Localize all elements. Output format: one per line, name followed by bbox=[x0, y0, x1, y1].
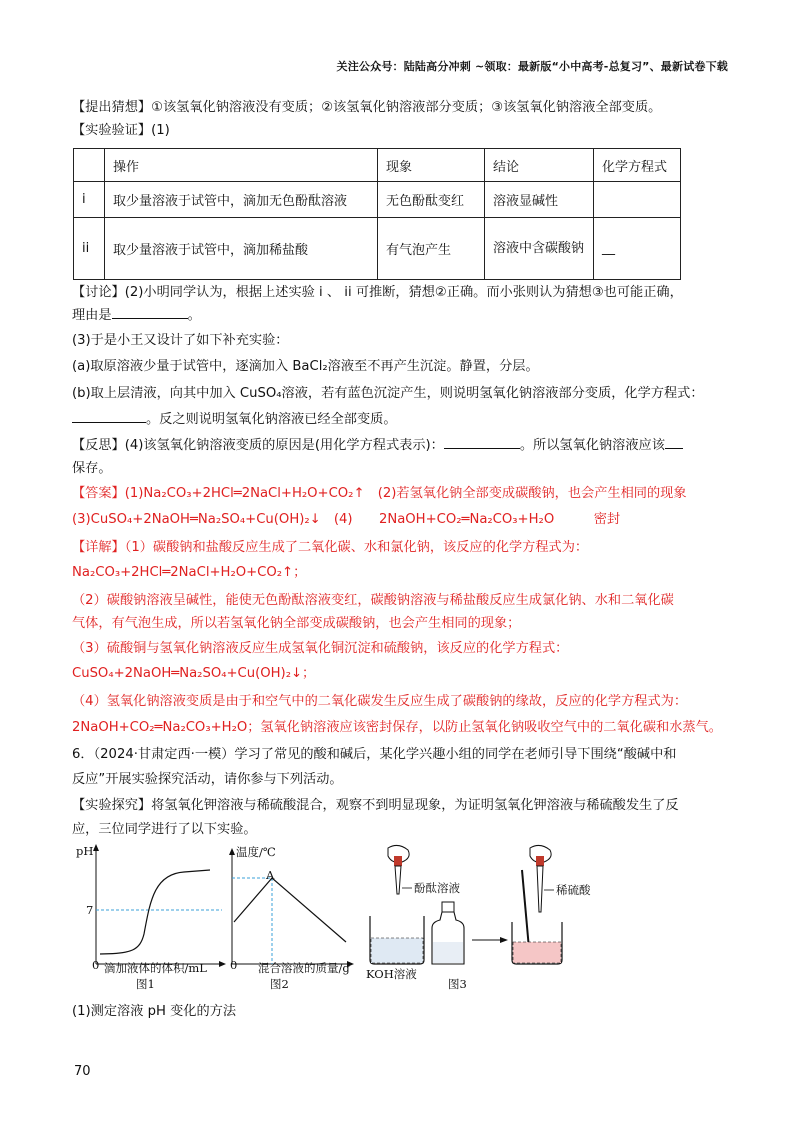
table-header-row bbox=[74, 149, 681, 182]
fig3-acid-label: 稀硫酸 bbox=[556, 883, 591, 897]
fig1-origin: 0 bbox=[92, 958, 100, 972]
fig3-caption: 图3 bbox=[448, 977, 467, 991]
y-arrow bbox=[229, 848, 235, 855]
row-operation: 取少量溶液于试管中，滴加无色酚酞溶液 bbox=[105, 182, 378, 218]
step-a: (a)取原溶液少量于试管中，逐滴加入 BaCl₂溶液至不再产生沉淀。静置，分层。 bbox=[72, 359, 539, 374]
fig1-ymark: 7 bbox=[86, 903, 94, 917]
row-number: i bbox=[74, 182, 105, 218]
supplement-intro: (3)于是小王又设计了如下补充实验： bbox=[72, 333, 289, 348]
reflection-tail: 保存。 bbox=[72, 461, 112, 476]
row-number: ii bbox=[74, 218, 105, 280]
fig1-ylabel: pH bbox=[76, 844, 94, 858]
row-equation bbox=[594, 182, 681, 218]
step-b-tail: 。反之则说明氢氧化钠溶液已经全部变质。 bbox=[146, 412, 397, 427]
page-header: 关注公众号：陆陆高分冲刺 ~领取：最新版“小中高考-总复习”、最新试卷下载 bbox=[336, 60, 728, 73]
page-number: 70 bbox=[74, 1064, 91, 1079]
verify-heading: 【实验验证】(1) bbox=[72, 123, 170, 138]
table-row bbox=[74, 218, 681, 280]
row-operation: 取少量溶液于试管中，滴加稀盐酸 bbox=[105, 218, 378, 280]
dropper-icon bbox=[537, 866, 543, 912]
row-phenomenon: 有气泡产生 bbox=[378, 218, 485, 280]
question-6-line-1: 6．（2024·甘肃定西·一模）学习了常见的酸和碱后，某化学兴趣小组的同学在老师引导下围绕“酸碱中和 bbox=[72, 747, 677, 762]
row-conclusion: 溶液显碱性 bbox=[485, 182, 594, 218]
answer-blank bbox=[665, 435, 683, 449]
detail-line-8: 2NaOH+CO₂═Na₂CO₃+H₂O；氢氧化钠溶液应该密封保存，以防止氢氧化钠吸收空气中的二氧化碳和水蒸气。 bbox=[72, 720, 722, 735]
reason-line: 理由是 。 bbox=[72, 305, 201, 326]
fig3-phenol-label: 酚酞溶液 bbox=[414, 881, 460, 895]
answer-blank bbox=[72, 409, 146, 423]
header-cell: 现象 bbox=[378, 149, 485, 182]
fig3-koh-label: KOH溶液 bbox=[366, 967, 417, 981]
step-b: (b)取上层清液，向其中加入 CuSO₄溶液，若有蓝色沉淀产生，则说明氢氧化钠溶液部分变质，化学方程式： bbox=[72, 386, 704, 401]
answer-line-1: 【答案】(1)Na₂CO₃+2HCl═2NaCl+H₂O+CO₂↑ (2)若氢氧化钠全部变成碳酸钠，也会产生相同的现象 bbox=[72, 486, 687, 501]
fig2-caption: 图2 bbox=[270, 977, 289, 991]
detail-line-1: 【详解】（1）碳酸钠和盐酸反应生成了二氧化碳、水和氯化钠，该反应的化学方程式为： bbox=[72, 540, 589, 555]
fig2-origin: 0 bbox=[230, 958, 238, 972]
header-cell: 结论 bbox=[485, 149, 594, 182]
solution-level bbox=[371, 938, 423, 963]
reflection-text bbox=[72, 435, 683, 456]
arrow-icon bbox=[500, 937, 508, 943]
y-arrow bbox=[93, 844, 99, 851]
bottle-stopper-icon bbox=[442, 902, 454, 912]
experiment-table bbox=[73, 148, 681, 280]
fig2-xlabel: 混合溶液的质量/g bbox=[258, 961, 350, 975]
dropper-icon bbox=[395, 866, 401, 894]
bottle-liquid bbox=[433, 942, 463, 963]
detail-line-5: （3）硫酸铜与氢氧化钠溶液反应生成氢氧化铜沉淀和硫酸钠，该反应的化学方程式： bbox=[72, 641, 569, 656]
fig2-ylabel: 温度/℃ bbox=[236, 845, 276, 859]
row-equation: __ bbox=[594, 218, 681, 280]
table-row bbox=[74, 182, 681, 218]
step-b-cont bbox=[72, 409, 397, 430]
row-phenomenon: 无色酚酞变红 bbox=[378, 182, 485, 218]
reason-label: 理由是 bbox=[72, 308, 112, 323]
question-6-line-3: 【实验探究】将氢氧化钾溶液与稀硫酸混合，观察不到明显现象，为证明氢氧化钾溶液与稀硫酸发生了反 bbox=[72, 798, 679, 813]
dropper-bulb-icon bbox=[536, 856, 544, 866]
fig2-peak-label: A bbox=[266, 868, 275, 882]
header-cell: 化学方程式 bbox=[594, 149, 681, 182]
fig1-caption: 图1 bbox=[136, 977, 155, 991]
dropper-bulb-icon bbox=[394, 856, 402, 866]
answer-blank bbox=[444, 435, 520, 449]
reflection-mid: 。所以氢氧化钠溶液应该 bbox=[519, 438, 665, 453]
detail-line-7: （4）氢氧化钠溶液变质是由于和空气中的二氧化碳发生反应生成了碳酸钠的缘故，反应的化学方程式为： bbox=[72, 694, 688, 709]
detail-line-6: CuSO₄+2NaOH═Na₂SO₄+Cu(OH)₂↓； bbox=[72, 666, 316, 681]
header-cell bbox=[74, 149, 105, 182]
ph-curve bbox=[100, 870, 210, 954]
answer-line-2: (3)CuSO₄+2NaOH═Na₂SO₄+Cu(OH)₂↓ (4) 2NaOH+CO₂═Na₂CO₃+H₂O 密封 bbox=[72, 512, 621, 527]
detail-line-3: （2）碳酸钠溶液呈碱性，能使无色酚酞溶液变红，碳酸钠溶液与稀盐酸反应生成氯化钠、水和二氧化碳 bbox=[72, 593, 674, 608]
detail-line-2: Na₂CO₃+2HCl═2NaCl+H₂O+CO₂↑； bbox=[72, 565, 307, 580]
fig1-xlabel: 滴加液体的体积/mL bbox=[104, 961, 207, 975]
question-6-line-4: 应，三位同学进行了以下实验。 bbox=[72, 822, 257, 837]
discussion-text: 【讨论】(2)小明同学认为，根据上述实验 i 、 ii 可推断，猜想②正确。而小张则认为猜想③也可能正确， bbox=[72, 285, 683, 300]
temperature-curve bbox=[234, 878, 346, 942]
answer-blank bbox=[112, 305, 188, 319]
reflection-label: 【反思】(4)该氢氧化钠溶液变质的原因是(用化学方程式表示)： bbox=[72, 438, 444, 453]
hypothesis-text: 【提出猜想】①该氢氧化钠溶液没有变质；②该氢氧化钠溶液部分变质；③该氢氧化钠溶液全部变质。 bbox=[72, 100, 662, 115]
row-conclusion: 溶液中含碳酸钠 bbox=[485, 218, 594, 280]
question-1-text: (1)测定溶液 pH 变化的方法 bbox=[72, 1004, 237, 1019]
solution-level bbox=[513, 942, 561, 963]
detail-line-4: 气体，有气泡生成，所以若氢氧化钠全部变成碳酸钠，也会产生相同的现象； bbox=[72, 616, 521, 631]
question-6-line-2: 反应”开展实验探究活动，请你参与下列活动。 bbox=[72, 772, 343, 787]
header-cell: 操作 bbox=[105, 149, 378, 182]
